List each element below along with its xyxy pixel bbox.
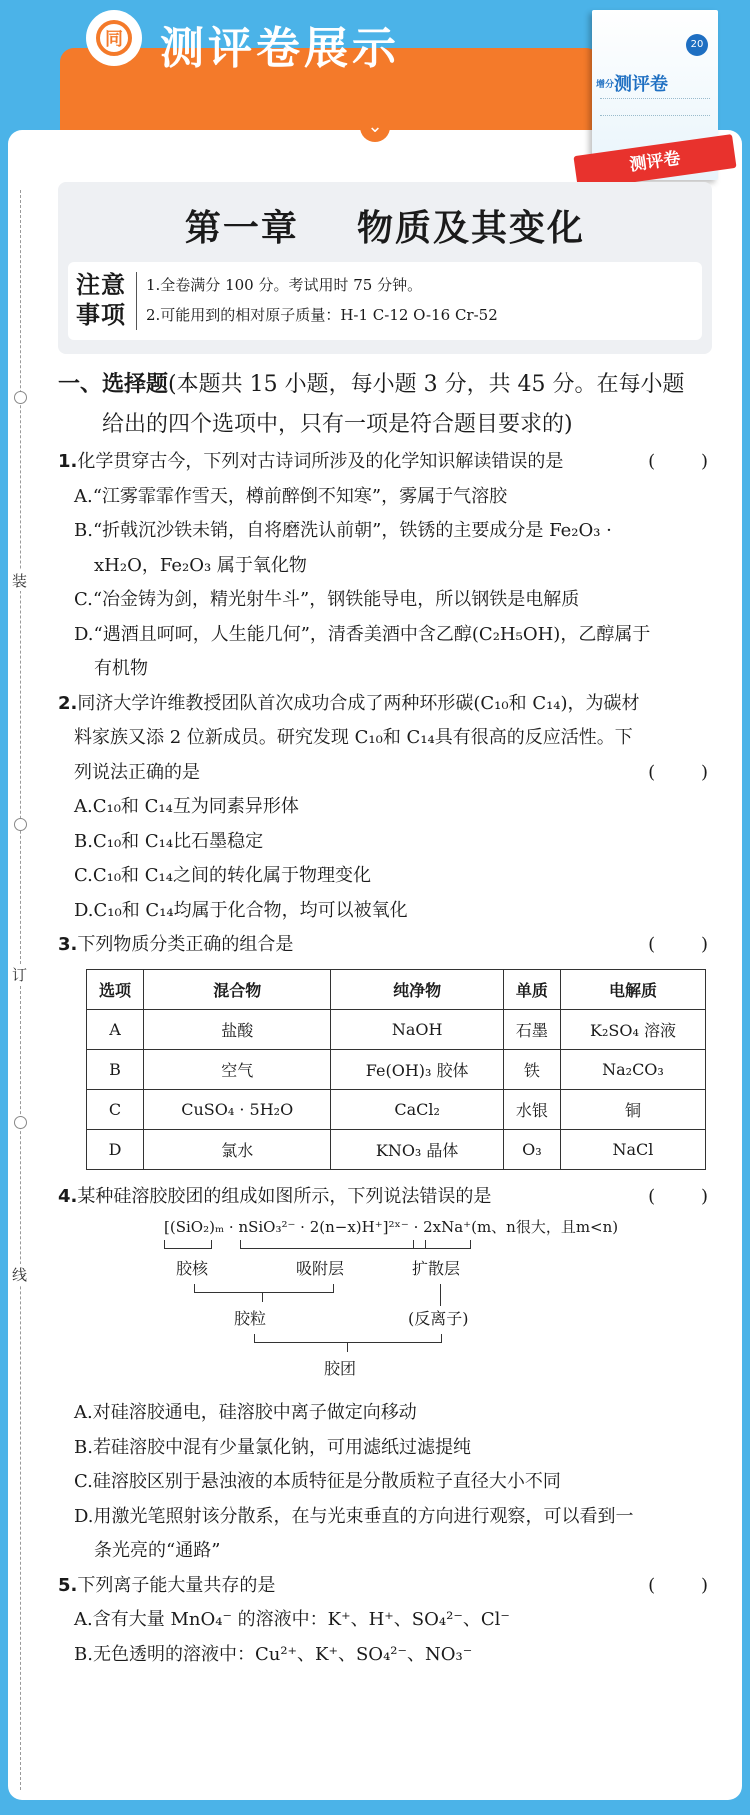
option: A.“江雾霏霏作雪天，樽前醉倒不知寒”，雾属于气溶胶 <box>74 485 508 507</box>
option: B.“折戟沉沙铁未销，自将磨洗认前朝”，铁锈的主要成分是 Fe₂O₃ · <box>74 520 612 541</box>
table-cell: 铜 <box>560 1089 705 1129</box>
table-header-row <box>87 969 706 1009</box>
banner-title: 测评卷展示 <box>160 23 400 74</box>
option-cont: 有机物 <box>94 658 148 679</box>
logo-icon <box>86 10 142 66</box>
answer-paren[interactable]: ( ) <box>648 761 708 783</box>
table-cell: Fe(OH)₃ 胶体 <box>331 1049 503 1089</box>
table-cell: O₃ <box>503 1129 560 1169</box>
binding-hole-icon <box>14 818 27 831</box>
question-1: 1.化学贯穿古今，下列对古诗词所涉及的化学知识解读错误的是 ( ) <box>58 445 718 480</box>
question-2-cont: 列说法正确的是 ( ) <box>58 756 718 791</box>
notice-box <box>68 262 702 340</box>
binding-char: 线 <box>12 1266 28 1284</box>
table-cell: CaCl₂ <box>331 1089 503 1129</box>
question-5: 5.下列离子能大量共存的是 ( ) <box>58 1569 718 1604</box>
option: B.无色透明的溶液中：Cu²⁺、K⁺、SO₄²⁻、NO₃⁻ <box>74 1643 473 1665</box>
table-cell: NaCl <box>560 1129 705 1169</box>
bracket <box>240 1240 426 1249</box>
binding-char: 订 <box>12 966 28 984</box>
notice-line: 2.可能用到的相对原子质量：H-1 C-12 O-16 Cr-52 <box>146 306 498 324</box>
table-header: 混合物 <box>144 969 331 1009</box>
binding-hole-icon <box>14 391 27 404</box>
option: A.含有大量 MnO₄⁻ 的溶液中：K⁺、H⁺、SO₄²⁻、Cl⁻ <box>74 1609 510 1630</box>
table-cell: 盐酸 <box>144 1009 331 1049</box>
bracket <box>164 1240 212 1249</box>
table-cell: B <box>87 1049 144 1089</box>
table-header: 纯净物 <box>331 969 503 1009</box>
answer-paren[interactable]: ( ) <box>648 1185 708 1207</box>
binding-char: 装 <box>12 572 28 590</box>
label-diffuse: 扩散层 <box>412 1259 461 1278</box>
section-title: 一、选择题(本题共 15 小题，每小题 3 分，共 45 分。在每小题 <box>58 372 685 397</box>
table-cell: D <box>87 1129 144 1169</box>
label-counter-ion: (反离子) <box>408 1309 469 1328</box>
table-cell: 空气 <box>144 1049 331 1089</box>
option: C.“冶金铸为剑，精光射牛斗”，钢铁能导电，所以钢铁是电解质 <box>74 589 580 610</box>
option: B.若硅溶胶中混有少量氯化钠，可用滤纸过滤提纯 <box>74 1436 471 1458</box>
question-4: 4.某种硅溶胶胶团的组成如图所示，下列说法错误的是 ( ) <box>58 1180 718 1215</box>
table-cell: C <box>87 1089 144 1129</box>
connector <box>347 1342 348 1352</box>
table-cell: K₂SO₄ 溶液 <box>560 1009 705 1049</box>
label-particle: 胶粒 <box>234 1309 267 1328</box>
option: C.硅溶胶区别于悬浊液的本质特征是分散质粒子直径大小不同 <box>74 1471 561 1492</box>
logo-mark: 同 <box>96 20 132 56</box>
option: A.C₁₀和 C₁₄互为同素异形体 <box>74 796 299 817</box>
table-cell: KNO₃ 晶体 <box>331 1129 503 1169</box>
bracket <box>194 1284 334 1293</box>
option: A.对硅溶胶通电，硅溶胶中离子做定向移动 <box>74 1402 417 1423</box>
option-cont: xH₂O，Fe₂O₃ 属于氧化物 <box>94 554 307 576</box>
table-cell: 水银 <box>503 1089 560 1129</box>
label-core: 胶核 <box>176 1259 209 1278</box>
section-title-cont: 给出的四个选项中，只有一项是符合题目要求的) <box>102 412 573 437</box>
table-row <box>87 1009 706 1049</box>
cover-decoration <box>600 98 710 116</box>
table-cell: NaOH <box>331 1009 503 1049</box>
table-header: 电解质 <box>560 969 705 1009</box>
book-ribbon: 测评卷 <box>573 134 736 190</box>
table-cell: CuSO₄ · 5H₂O <box>144 1089 331 1129</box>
table-cell: 铁 <box>503 1049 560 1089</box>
answer-paren[interactable]: ( ) <box>648 1574 708 1596</box>
book-brand: 增分测评卷 <box>596 74 668 95</box>
label-micelle: 胶团 <box>324 1359 357 1378</box>
table-row <box>87 1049 706 1089</box>
notice-label: 注意事项 <box>76 271 126 329</box>
connector <box>262 1292 263 1302</box>
option: B.C₁₀和 C₁₄比石墨稳定 <box>74 830 264 852</box>
bracket <box>413 1240 471 1249</box>
option: D.C₁₀和 C₁₄均属于化合物，均可以被氧化 <box>74 899 408 921</box>
option: C.C₁₀和 C₁₄之间的转化属于物理变化 <box>74 865 371 886</box>
table-header: 单质 <box>503 969 560 1009</box>
classification-table <box>86 969 706 1170</box>
answer-paren[interactable]: ( ) <box>648 934 708 955</box>
option: D.“遇酒且呵呵，人生能几何”，清香美酒中含乙醇(C₂H₅OH)，乙醇属于 <box>74 623 651 645</box>
answer-paren[interactable]: ( ) <box>648 451 708 472</box>
table-row <box>87 1089 706 1129</box>
table-row <box>87 1129 706 1169</box>
option: D.用激光笔照射该分散系，在与光束垂直的方向进行观察，可以看到一 <box>74 1505 634 1527</box>
question-2-cont: 料家族又添 2 位新成员。研究发现 C₁₀和 C₁₄具有很高的反应活性。下 <box>74 727 633 748</box>
table-header: 选项 <box>87 969 144 1009</box>
micelle-diagram <box>58 1214 698 1396</box>
option-cont: 条光亮的“通路” <box>94 1540 221 1561</box>
chapter-title: 第一章 物质及其变化 <box>184 208 586 249</box>
table-cell: 石墨 <box>503 1009 560 1049</box>
question-3: 3.下列物质分类正确的组合是 ( ) <box>58 928 718 963</box>
question-2: 2.同济大学许维教授团队首次成功合成了两种环形碳(C₁₀和 C₁₄)，为碳材 <box>58 692 640 714</box>
connector <box>440 1284 441 1306</box>
micelle-formula: [(SiO₂)ₘ · nSiO₃²⁻ · 2(n−x)H⁺]²ˣ⁻ · 2xNa⁺(m、n很大，且m<n) <box>164 1218 619 1236</box>
edition-badge: 20 <box>686 34 708 56</box>
notice-line: 1.全卷满分 100 分。考试用时 75 分钟。 <box>146 276 423 294</box>
label-adsorption: 吸附层 <box>296 1259 345 1278</box>
binding-hole-icon <box>14 1116 27 1129</box>
bracket <box>254 1334 442 1343</box>
binding-line <box>20 190 21 1790</box>
chevron-down-icon: ⌄ <box>360 112 390 142</box>
notice-divider <box>136 272 137 330</box>
table-cell: 氯水 <box>144 1129 331 1169</box>
table-cell: A <box>87 1009 144 1049</box>
question-list <box>58 365 718 1672</box>
table-cell: Na₂CO₃ <box>560 1049 705 1089</box>
